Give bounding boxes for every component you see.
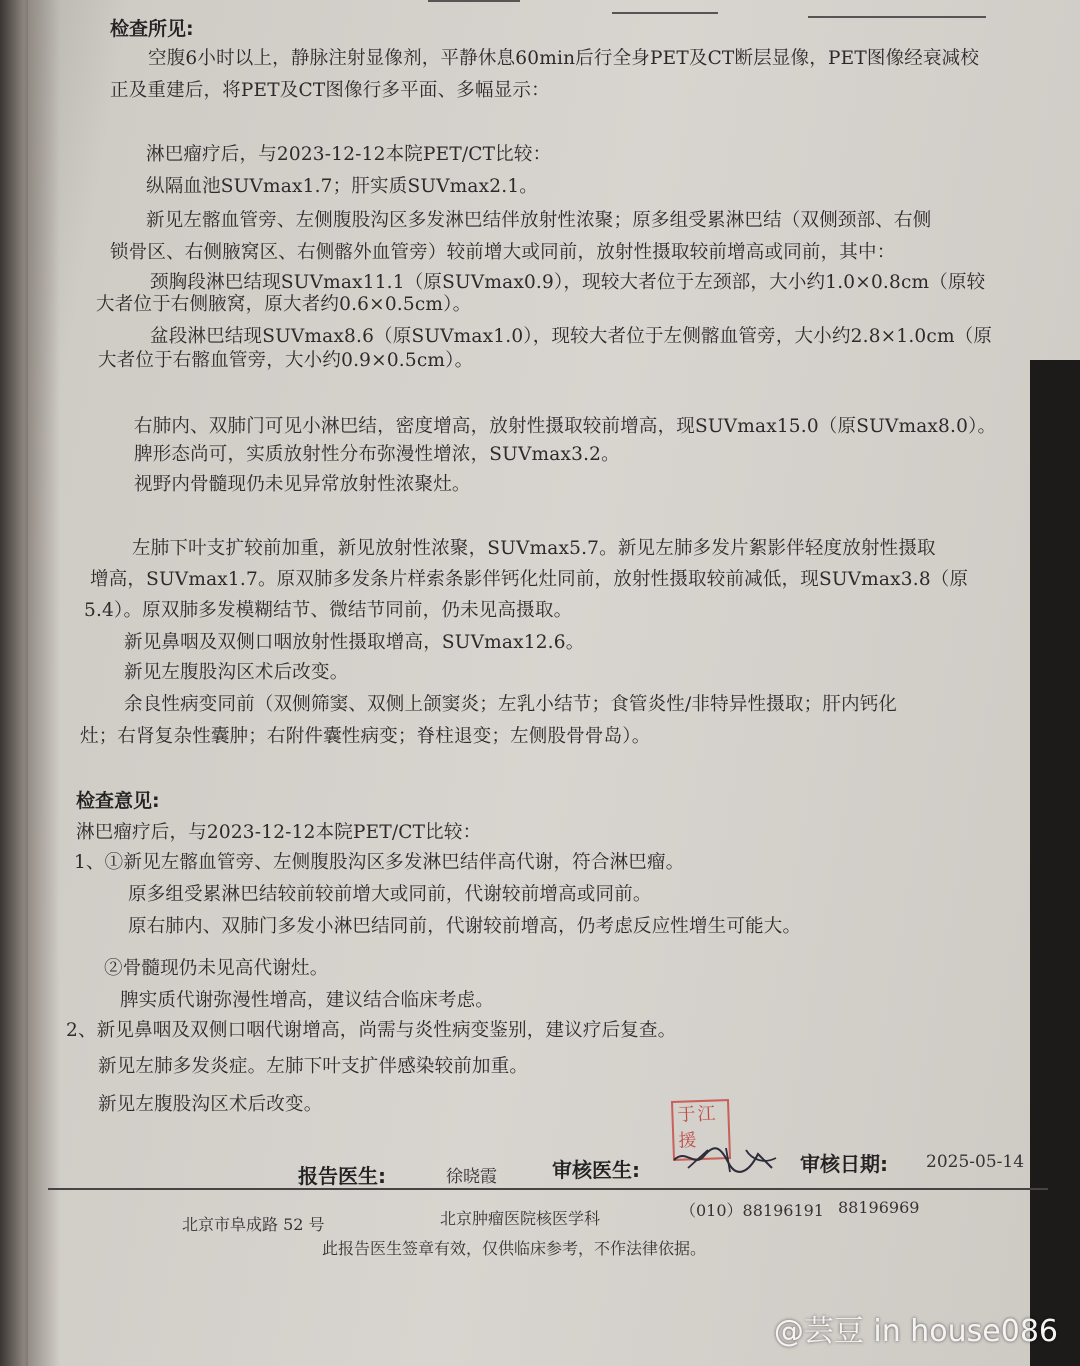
opinion-line: 1、①新见左髂血管旁、左侧腹股沟区多发淋巴结伴高代谢，符合淋巴瘤。 [74,852,685,873]
findings-line: 脾形态尚可，实质放射性分布弥漫性增浓，SUVmax3.2。 [134,444,620,465]
handwritten-signature [668,1138,778,1178]
findings-line: 盆段淋巴结现SUVmax8.6（原SUVmax1.0），现较大者位于左侧髂血管旁，大小约2.8×1.0cm（原 [150,326,993,347]
background-surface [1030,360,1080,1366]
findings-line: 灶；右肾复杂性囊肿；右附件囊性病变；脊柱退变；左侧股骨骨岛）。 [80,726,651,747]
findings-line: 右肺内、双肺门可见小淋巴结，密度增高，放射性摄取较前增高，现SUVmax15.0（原SUVmax8.0）。 [134,416,997,437]
opinion-line: 淋巴瘤疗后，与2023-12-12本院PET/CT比较： [76,822,482,843]
header-line [612,12,718,14]
review-doctor-label: 审核医生: [552,1158,640,1182]
findings-title: 检查所见: [110,18,194,40]
opinion-line: 原多组受累淋巴结较前较前增大或同前，代谢较前增高或同前。 [128,884,652,905]
stamp-text: 于江 援 [677,1103,718,1152]
findings-line: 大者位于右髂血管旁，大小约0.9×0.5cm）。 [98,350,474,371]
opinion-line: 2、新见鼻咽及双侧口咽代谢增高，尚需与炎性病变鉴别，建议疗后复查。 [66,1020,677,1041]
footer-institution: 北京肿瘤医院核医学科 [440,1209,601,1228]
opinion-line: 新见左肺多发炎症。左肺下叶支扩伴感染较前加重。 [98,1056,529,1077]
findings-line: 锁骨区、右侧腋窝区、右侧髂外血管旁）较前增大或同前，放射性摄取较前增高或同前，其中： [110,242,896,263]
footer-disclaimer: 此报告医生签章有效，仅供临床参考，不作法律依据。 [322,1239,707,1258]
findings-line: 余良性病变同前（双侧筛窦、双侧上颌窦炎；左乳小结节；食管炎性/非特异性摄取；肝内钙化 [124,694,898,715]
header-line [808,16,986,18]
report-doctor-label: 报告医生: [298,1164,386,1188]
watermark-text: @芸豆 in house086 [773,1314,1058,1349]
review-date: 2025-05-14 [926,1152,1025,1172]
opinion-line: 原右肺内、双肺门多发小淋巴结同前，代谢较前增高，仍考虑反应性增生可能大。 [128,916,802,937]
header-line [428,0,520,2]
findings-line: 颈胸段淋巴结现SUVmax11.1（原SUVmax0.9），现较大者位于左颈部，大小约1.0×0.8cm（原较 [150,272,986,293]
findings-line: 正及重建后，将PET及CT图像行多平面、多幅显示： [110,80,550,101]
opinion-line: 脾实质代谢弥漫性增高，建议结合临床考虑。 [120,990,495,1011]
review-date-label: 审核日期: [800,1152,888,1176]
report-doctor-name: 徐晓霞 [446,1167,497,1187]
page-edge-shadow [0,0,60,1366]
findings-line: 空腹6小时以上，静脉注射显像剂，平静休息60min后行全身PET及CT断层显像，PET图像经衰减校 [148,48,980,69]
opinion-line: 新见左腹股沟区术后改变。 [98,1094,323,1115]
findings-line: 视野内骨髓现仍未见异常放射性浓聚灶。 [134,474,471,495]
footer-divider [48,1188,1048,1190]
findings-line: 大者位于右侧腋窝，原大者约0.6×0.5cm）。 [96,294,472,315]
findings-line: 5.4）。原双肺多发模糊结节、微结节同前，仍未见高摄取。 [84,600,573,621]
findings-line: 增高，SUVmax1.7。原双肺多发条片样索条影伴钙化灶同前，放射性摄取较前减低，现SUVmax3.8（原 [90,569,969,590]
opinion-title: 检查意见: [76,790,160,812]
footer-phone-1: （010）88196191 [680,1201,824,1220]
findings-line: 淋巴瘤疗后，与2023-12-12本院PET/CT比较： [146,144,552,165]
opinion-line: ②骨髓现仍未见高代谢灶。 [104,958,329,979]
findings-line: 新见鼻咽及双侧口咽放射性摄取增高，SUVmax12.6。 [124,632,585,653]
findings-line: 新见左髂血管旁、左侧腹股沟区多发淋巴结伴放射性浓聚；原多组受累淋巴结（双侧颈部、右侧 [146,210,932,231]
findings-line: 纵隔血池SUVmax1.7；肝实质SUVmax2.1。 [146,176,539,197]
footer-address: 北京市阜成路 52 号 [182,1215,325,1234]
footer-phone-2: 88196969 [838,1198,920,1217]
findings-line: 左肺下叶支扩较前加重，新见放射性浓聚，SUVmax5.7。新见左肺多发片絮影伴轻度放射性摄取 [132,538,936,559]
findings-line: 新见左腹股沟区术后改变。 [124,662,349,683]
